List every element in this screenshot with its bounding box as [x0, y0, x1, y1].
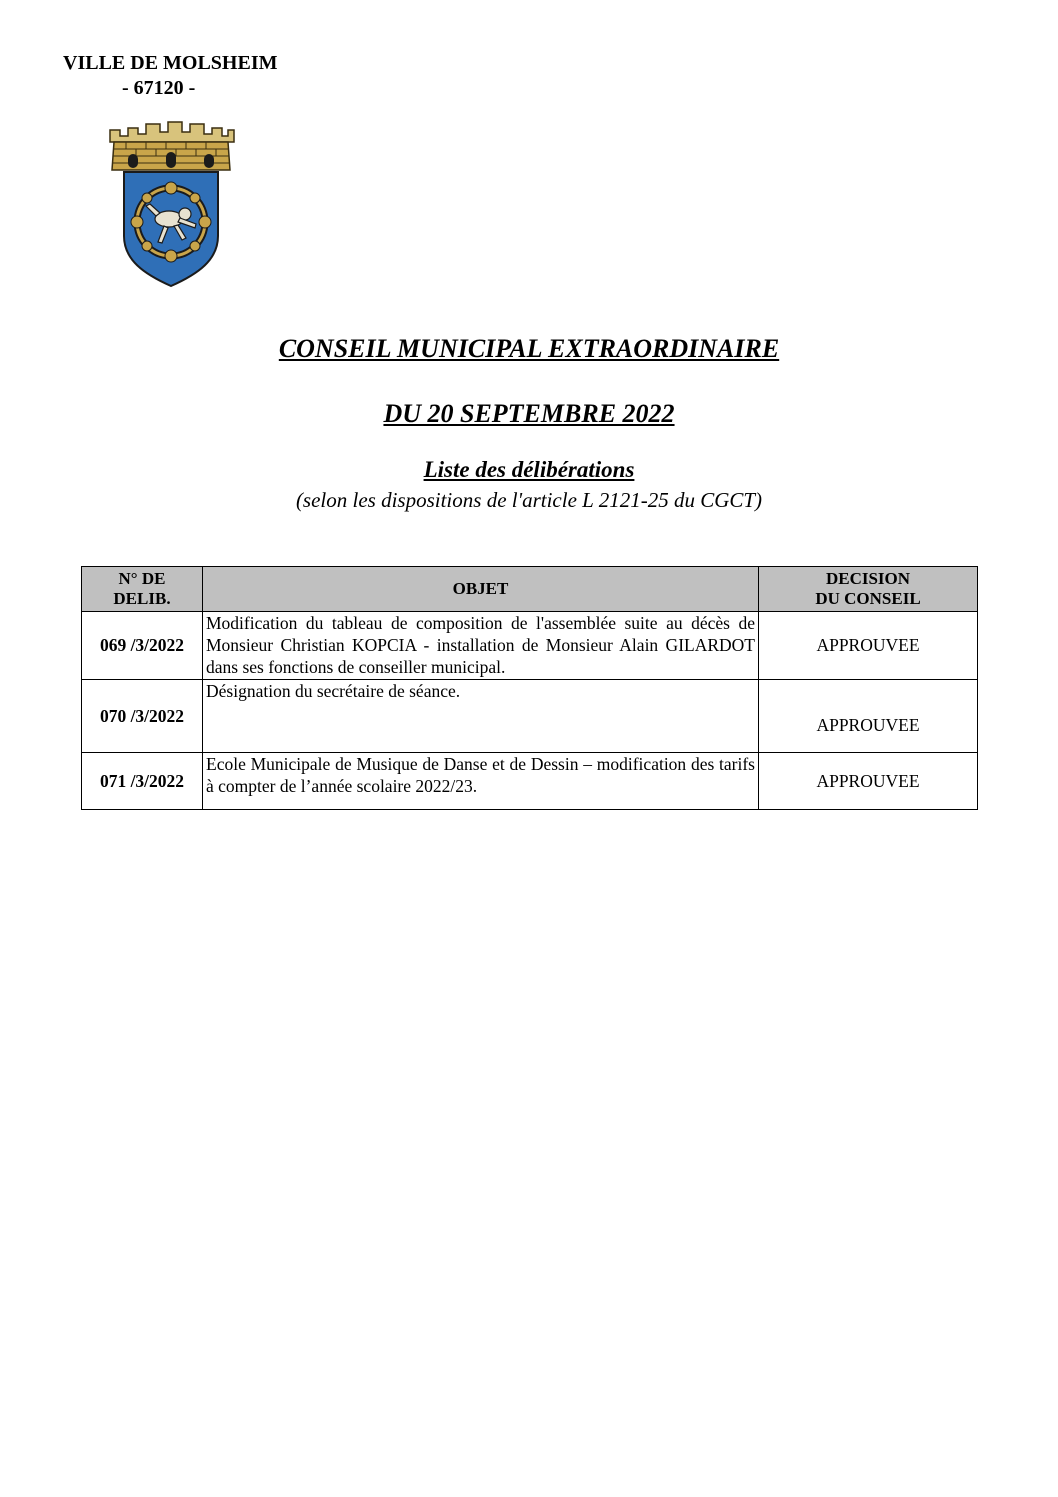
postal-code: - 67120 - — [122, 77, 196, 99]
org-name: VILLE DE MOLSHEIM — [63, 52, 278, 74]
deliberation-decision: APPROUVEE — [759, 612, 978, 680]
header-number-line2: DELIB. — [113, 589, 171, 608]
deliberation-number: 069 /3/2022 — [82, 612, 203, 680]
deliberation-object: Modification du tableau de composition de l'assemblée suite au décès de Monsieur Christian KOPCIA - installation de Monsieur Alain GILARDOT dans ses fonctions de conseiller municipal. — [203, 612, 759, 680]
header-number-line1: N° DE — [118, 569, 166, 588]
deliberation-decision: APPROUVEE — [759, 753, 978, 810]
header-decision — [759, 567, 978, 612]
crown-battlements — [110, 122, 234, 170]
legal-note: (selon les dispositions de l'article L 2121-25 du CGCT) — [295, 488, 763, 512]
meeting-date: DU 20 SEPTEMBRE 2022 — [383, 399, 675, 428]
deliberation-object: Ecole Municipale de Musique de Danse et de Dessin – modification des tarifs à compter de l’année scolaire 2022/23. — [203, 753, 759, 810]
table-header-row — [82, 567, 978, 612]
deliberation-number: 071 /3/2022 — [82, 753, 203, 810]
deliberation-object: Désignation du secrétaire de séance. — [203, 680, 759, 753]
deliberations-table — [81, 566, 978, 810]
header-decision-line1: DECISION — [825, 569, 911, 588]
table-row — [82, 612, 978, 680]
page-title: CONSEIL MUNICIPAL EXTRAORDINAIRE — [278, 334, 780, 363]
coat-of-arms-logo — [106, 118, 236, 288]
table-row — [82, 680, 978, 753]
table-row — [82, 753, 978, 810]
list-subtitle: Liste des délibérations — [423, 457, 635, 482]
deliberation-number: 070 /3/2022 — [82, 680, 203, 753]
header-object: OBJET — [203, 567, 759, 612]
deliberation-decision: APPROUVEE — [759, 680, 978, 753]
header-decision-line2: DU CONSEIL — [815, 589, 921, 608]
header-number — [82, 567, 203, 612]
